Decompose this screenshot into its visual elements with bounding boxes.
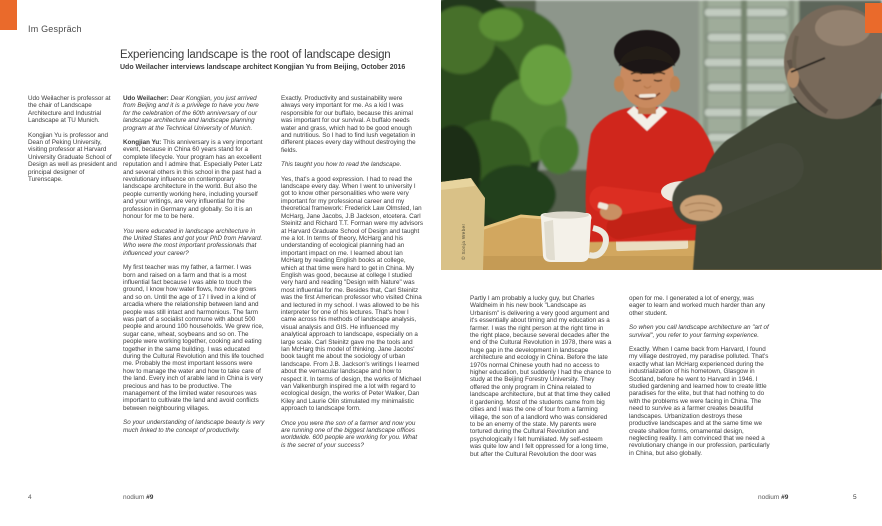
body-column-3 [470, 295, 612, 491]
interview-question: This taught you how to read the landscape. [281, 161, 402, 169]
body-column-1 [123, 95, 265, 487]
paragraph: Exactly. Productivity and sustainability were always very important for me. As a kid I was responsible for our buffalo, because this animal was important for our survival. A buffalo needs water and grass, which had to be good enough and nutritious. So I had to find lush vegetation in different places every day without destroying the fields. [281, 95, 416, 154]
article-subtitle: Udo Weilacher interviews landscape architect Kongjian Yu from Beijing, October 2016 [120, 64, 406, 71]
interview-question: So when you call landscape architecture an "art of survival", you refer to your farming experience. [629, 324, 769, 339]
accent-marker-right [865, 3, 882, 33]
magazine-footer-left [123, 494, 153, 501]
issue-number: #9 [146, 494, 154, 501]
interview-question: You were educated in landscape architecture in the United States and got your PhD from Harvard. Who were the most important professionals that influenced your career? [123, 227, 263, 257]
accent-marker-left [0, 0, 17, 30]
magazine-name: nodium [758, 494, 782, 501]
interview-photo [441, 0, 882, 270]
interview-question: So your understanding of landscape beauty is very much linked to the concept of productivity. [123, 419, 265, 434]
photo-illustration [441, 0, 882, 270]
body-column-2 [281, 95, 423, 487]
body-column-4 [629, 295, 771, 491]
paragraph-text: This anniversary is a very important event, because in China 60 years stand for a complete lifecycle. Your program has an excellent reputation and I admire that. Especially Peter Latz and several others in this school in the past had a revolutionary influence on contemporary landscape architecture in the world. But also the people currently working here, including yourself and your writings, are very influential for the profession in Germany and globally. So it is an honour for me to be here. [123, 139, 263, 221]
paragraph [123, 95, 265, 132]
bio-udo-weilacher: Udo Weilacher is professor at the chair of Landscape Architecture and Industrial Landscape at TU Munich. [28, 95, 111, 125]
hands [680, 195, 722, 221]
article-title: Experiencing landscape is the root of landscape design [120, 49, 391, 61]
page-number-left: 4 [28, 494, 32, 501]
issue-number: #9 [781, 494, 789, 501]
section-kicker: Im Gespräch [28, 24, 82, 34]
page-number-right: 5 [853, 494, 857, 501]
paragraph: Exactly. When I came back from Harvard, I found my village destroyed, my paradise polluted. That's exactly what Ian McHarg experienced during the industrialization of his hometown, Glasgow in Scotland, before he went to Harvard in 1946. I studied gardening and learned how to create little paradises for the elite, but that had nothing to do with the problems we were facing in China. The need to survive as a farmer creates beautiful landscapes. Urbanization destroys these productive landscapes and at the same time we create shallow forms, ornamental design, neglecting reality. I am convinced that we need a revolutionary change in our profession, particularly in China, but also globally. [629, 346, 770, 457]
sidebar-bio-column [28, 95, 120, 190]
bio-kongjian-yu: Kongjian Yu is professor and Dean of Peking University, visiting professor at Harvard University Graduate School of Design as well as president and principal designer of Turenscape. [28, 131, 117, 184]
paragraph: open for me. I generated a lot of energy, was eager to learn and worked much harder than any other student. [629, 295, 766, 317]
paragraph-text: Dear Kongjian, you just arrived from Beijing and it is a privilege to have you here for the celebration of the 60th anniversary of our landscape architecture and landscape planning program at the Technical University of Munich. [123, 95, 259, 132]
paragraph [123, 139, 265, 220]
paragraph: Yes, that's a good expression. I had to read the landscape every day. When I went to university I got to know other personalities who were very important for my professional career and my theoretical framework: Frederick Law Olmsted, Ian McHarg, Jane Jacobs, J.B Jackson, etcetera. Carl Steinitz and Richard T.T. Forman were my advisors at Harvard Graduate School of Design and taught me a lot. In terms of theory, McHarg and his understanding of ecological planning had an important impact on me. I learned about Ian McHarg by reading English books at college, which at that time were hard to get in China. My English was good, because at college I studied very hard and reading "Design with Nature" was most influential for me. Besides that, Carl Steinitz was the first American professor who visited China and lectured in my school. I was allowed to be his interpreter for one of his lectures. That's how I came across his methods of landscape analysis, visual analysis and GIS. He influenced my analytical approach to landscape, especially on a large scale. Carl Steinitz gave me the tools and Ian McHarg this model of thinking. Jane Jacobs' book taught me about the sociology of urban landscape. From J.B. Jackson's writings I learned about the vernacular landscape and how to respect it. In terms of design, the works of Michael van Valkenburgh inspired me a lot with regard to ecological design, the works of Peter Walker, Dan Kiley and Laurie Olin stimulated my minimalistic approach to landscape form. [281, 175, 423, 413]
magazine-footer-right [758, 494, 788, 501]
paragraph: Partly I am probably a lucky guy, but Charles Waldheim in his new book "Landscape as Urbanism" is delivering a very good argument and it's essentially about timing and my education as a farmer. I was the right person at the right time in the right place, because several decades after the end of the Cultural Revolution in 1978, there was a huge gap in the development in landscape architecture and ecology in China. Before the late 1970s normal Chinese youth had no access to higher education, but suddenly I had the chance to study at the Beijing Forestry University. They offered the only program in China related to landscape architecture, but at that time they called it gardening. Most of the students came from big cities and I was the one of four from a farming village, the son of a landlord who was considered to be an enemy of the state. My parents were tortured during the Cultural Revolution and psychologically I felt humiliated. My self-esteem was quite low and I felt oppressed for a long time, but after the Cultural Revolution the door was [470, 295, 612, 458]
photo-credit: © Sonja Weber [462, 223, 467, 260]
magazine-name: nodium [123, 494, 147, 501]
paragraph: My first teacher was my father, a farmer. I was born and raised on a farm and that is a most influential fact because I was able to touch the ground, I know how water flows, how rice grows and so on. Until the age of 17 I lived in a kind of arcadia where the relationship between land and people was still intact and harmonious. The farm was part of a socialist commune with about 500 people and around 100 households. We grew rice, sugar cane, wheat, soybeans and so on. The people were working together, cooking and eating together in the same building. I was educated during the Cultural Revolution and this life touched me. Probably the most important lessons were how to manage the water and how to take care of the land. Every inch of arable land in China is very precious and has to be productive. The management of the limited water resources was important to cultivate the land and avoid conflicts between neighbouring villages. [123, 264, 264, 412]
interview-question: Once you were the son of a farmer and now you are running one of the biggest landscape offices worldwide. 600 people are working for you. What is the secret of your success? [281, 419, 418, 449]
speaker-label: Udo Weilacher: [123, 95, 171, 102]
speaker-label: Kongjian Yu: [123, 139, 164, 147]
